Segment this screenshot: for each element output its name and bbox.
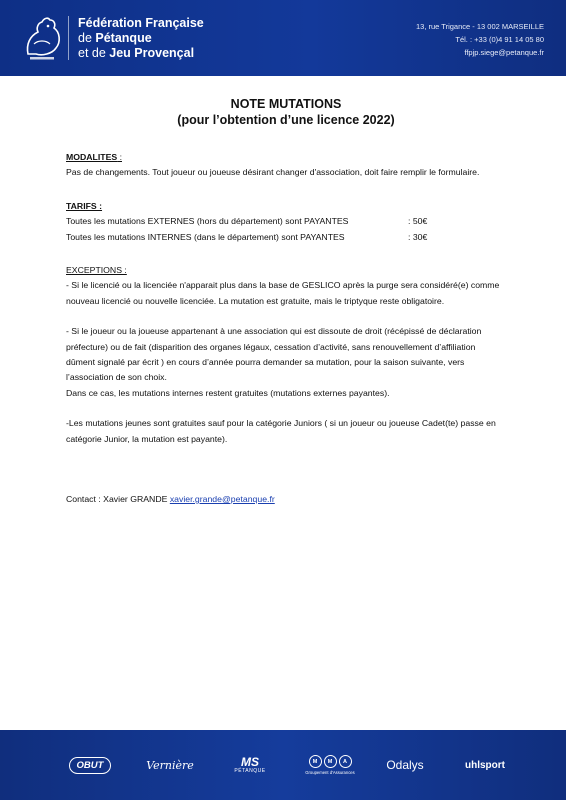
contact-email-link[interactable]: xavier.grande@petanque.fr xyxy=(169,494,275,505)
logo-divider xyxy=(68,16,69,60)
contact-line: Contact : Xavier GRANDE xavier.grande@petanque.fr xyxy=(66,494,275,505)
letterhead-banner xyxy=(0,0,566,76)
exception-paragraph-dissolution: - Si le joueur ou la joueuse appartenant à une association qui est dissoute de droit (récépissé de déclaration préfecture) ou de fait (disparition des organes légaux, cessation d’activité, sans renouvellement d’affiliation dûment signalé par écrit ) en cours d’année pourra demander sa mutation, pour la saison suivante, vers l’association de son choix. xyxy=(66,326,482,383)
sponsor-odalys-logo: Odalys xyxy=(386,758,424,772)
document-body xyxy=(66,96,506,508)
modalites-heading: MODALITES : xyxy=(66,152,122,162)
exception-paragraph-geslico: - Si le licencié ou la licenciée n'apparait plus dans la base de GESLICO après la purge sera considéré(e) comme nouveau licencié ou nouvelle licenciée. La mutation est gratuite, mais le triptyque reste obligatoire. xyxy=(66,280,500,306)
exceptions-heading: EXCEPTIONS : xyxy=(66,265,127,276)
exception-paragraph-juniors: -Les mutations jeunes sont gratuites sauf pour la catégorie Juniors ( si un joueur ou joueuse Cadet(te) passe en catégorie Junior, la mutation est payante). xyxy=(66,418,496,444)
sponsor-ms-petanque-logo: MS PÉTANQUE xyxy=(234,754,266,774)
rooster-logo-icon xyxy=(20,14,64,62)
sponsor-uhlsport-logo: uhlsport xyxy=(465,759,505,771)
org-line-1: Fédération Française xyxy=(78,16,204,30)
sponsor-footer xyxy=(0,730,566,800)
document-title: NOTE MUTATIONS (pour l’obtention d’une licence 2022) xyxy=(177,97,395,127)
exception-paragraph-internal: Dans ce cas, les mutations internes restent gratuites (mutations externes payantes). xyxy=(66,387,390,398)
tarif-row-externes: Toutes les mutations EXTERNES (hors du département) sont PAYANTES : 50€ xyxy=(66,216,428,227)
header-address: 13, rue Trigance - 13 002 MARSEILLE xyxy=(416,22,544,31)
modalites-text: Pas de changements. Tout joueur ou joueuse désirant changer d'association, doit faire remplir le formulaire. xyxy=(66,167,480,178)
sponsor-verniere-logo: Vernière xyxy=(146,758,194,772)
header-email: ffpjp.siege@petanque.fr xyxy=(464,48,544,57)
tarif-row-internes: Toutes les mutations INTERNES (dans le département) sont PAYANTES : 30€ xyxy=(66,231,428,242)
org-line-2: de Pétanque xyxy=(78,31,152,45)
header-contact-block xyxy=(416,20,544,59)
tarifs-heading: TARIFS : xyxy=(66,200,103,211)
federation-name xyxy=(78,16,204,61)
header-phone: Tél. : +33 (0)4 91 14 05 80 xyxy=(455,35,544,44)
sponsor-obut-logo: OBUT xyxy=(60,730,120,800)
org-line-3: et de Jeu Provençal xyxy=(78,46,195,60)
sponsor-mma-logo: M M A Groupement d'Assurances xyxy=(300,730,360,800)
